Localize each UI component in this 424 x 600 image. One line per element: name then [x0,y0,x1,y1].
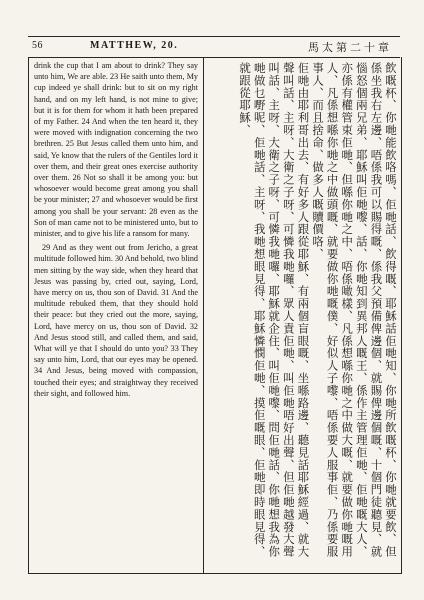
page-number: 56 [32,40,43,51]
page-header [28,36,400,58]
english-column [34,60,198,399]
chinese-column [210,62,398,568]
column-divider [203,57,204,573]
english-paragraph: drink the cup that I am about to drink? They say unto him, We are able. 23 He saith unto them, My cup indeed ye shall drink: but to sit on my right hand, and on my left hand, is not mine to give; but it is for them for whom it hath been prepared of my Father. 24 And when the ten heard it, they were moved with indignation concerning the two brethren. 25 But Jesus called them unto him, and said, Ye know that the rulers of the Gentiles lord it over them, and their great ones exercise authority over them. 26 Not so shall it be among you: but whosoever would become great among you shall be your minister; 27 and whosoever would be first among you shall be your servant: 28 even as the Son of man came not to be ministered unto, but to minister, and to give his life a ransom for many. [34,61,198,239]
chinese-paragraph: 佢哋由耶利哥出去、有好多人跟從耶穌、有兩個盲眼嘅、坐喺路邊、聽見話耶穌經過、就大聲叫話、主呀、大衛之子呀、可憐我哋囉、眾人責佢哋、叫佢哋唔好出聲、但佢哋越發大聲叫話、主呀、大衛之子呀、可憐我哋囉、耶穌就企住、叫佢哋嚟、問佢哋話、你哋想我為你哋做乜嘢呢、佢哋話、主呀、我哋想眼見得、耶穌憐憫佢哋、摸佢嘅眼、佢哋即時眼見得、就跟從耶穌、 [238,62,311,558]
running-title: MATTHEW, 20. [90,40,179,51]
english-paragraph: 29 And as they went out from Jericho, a great multitude followed him. 30 And behold, two blind men sitting by the way side, when they heard that Jesus was passing by, cried out, saying, Lord, have mercy on us, thou son of David. 31 And the multitude rebuked them, that they should hold their peace: but they cried out the more, saying, Lord, have mercy on us, thou son of David. 32 And Jesus stood still, and called them, and said, What will ye that I should do unto you? 33 They say unto him, Lord, that our eyes may be opened. 34 And Jesus, being moved with compassion, touched their eyes; and straightway they received their sight, and followed him. [34,243,198,398]
chinese-paragraph: 飲嘅杯、你哋能飲咯嗎、佢哋話、飲得嘅、耶穌話佢哋知、你哋所飲嘅杯、你哋就要飲、但係坐我右左邊、唔係我可以賜得嘅、係我父預備俾邊個、就賜俾邊個嘅、十個門徒聽見、就惱怒個兩兄弟、耶穌叫佢哋嚟、話、你哋知到異邦人嘅王、係作主管理佢哋、佢哋嘅大人、亦係有權管束佢哋、但喺你哋之中、唔係噉樣、凡係想喺你哋之中做大嘅、就要做你哋嘅用人、凡係想喺你哋之中做頭嘅、就要做你哋嘅僕、好似人子嚟、唔係要人服事佢、乃係要服事人、而且捨命、做多人嘅贖價咯、 [311,62,398,558]
chinese-chapter-title: 馬太第二十章 [308,42,392,54]
